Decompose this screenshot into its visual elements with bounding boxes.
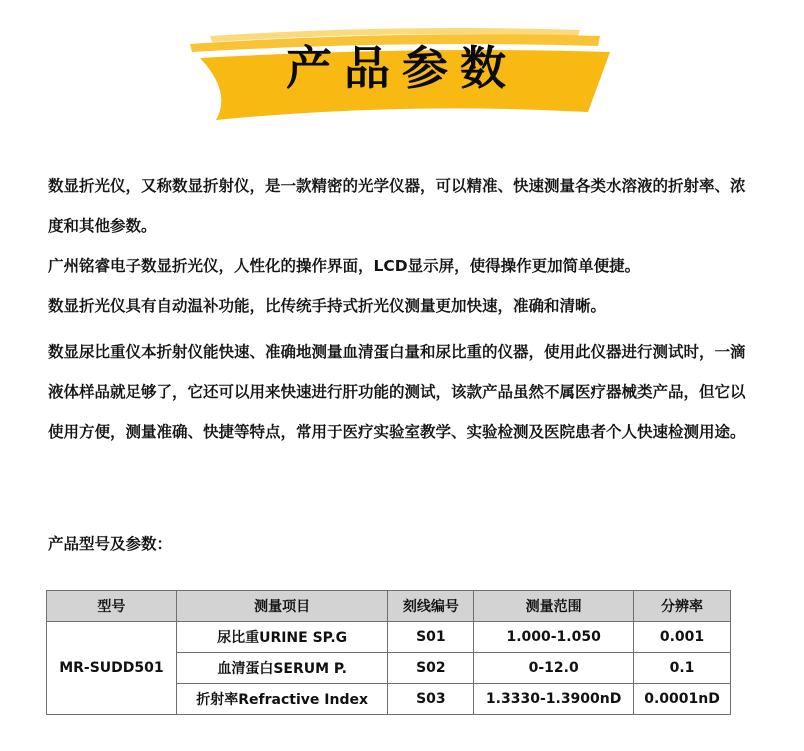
table-header-row [47,591,731,622]
header-model: 型号 [47,591,177,622]
spec-table [46,590,731,715]
page-title: 产品参数 [286,41,518,95]
model-cell: MR-SUDD501 [47,622,177,715]
resolution-cell: 0.0001nD [634,684,731,715]
item-cell: 尿比重URINE SP.G [176,622,388,653]
range-cell: 1.3330-1.3900nD [474,684,634,715]
intro-section [48,166,758,452]
code-cell: S02 [388,653,474,684]
item-cell: 折射率Refractive Index [176,684,388,715]
header-item: 测量项目 [176,591,388,622]
header-resolution: 分辨率 [634,591,731,622]
resolution-cell: 0.1 [634,653,731,684]
item-cell: 血清蛋白SERUM P. [176,653,388,684]
range-cell: 1.000-1.050 [474,622,634,653]
resolution-cell: 0.001 [634,622,731,653]
spec-heading: 产品型号及参数： [48,535,173,553]
intro-paragraph-2: 广州铭睿电子数显折光仪，人性化的操作界面，LCD显示屏，使得操作更加简单便捷。 [48,257,641,275]
table-row [47,622,731,653]
title-banner [0,0,804,140]
header-code: 刻线编号 [388,591,474,622]
intro-paragraph-1: 数显折光仪，又称数显折射仪，是一款精密的光学仪器，可以精准、快速测量各类水溶液的折射率、浓度和其他参数。 [48,177,746,235]
code-cell: S01 [388,622,474,653]
header-range: 测量范围 [474,591,634,622]
code-cell: S03 [388,684,474,715]
range-cell: 0-12.0 [474,653,634,684]
intro-paragraph-3: 数显折光仪具有自动温补功能，比传统手持式折光仪测量更加快速，准确和清晰。 [48,297,607,315]
intro-paragraph-4: 数显尿比重仪本折射仪能快速、准确地测量血清蛋白量和尿比重的仪器，使用此仪器进行测试时，一滴液体样品就足够了，它还可以用来快速进行肝功能的测试，该款产品虽然不属医疗器械类产品，但它以使用方便，测量准确、快捷等特点，常用于医疗实验室教学、实验检测及医院患者个人快速检测用途。 [48,343,746,441]
